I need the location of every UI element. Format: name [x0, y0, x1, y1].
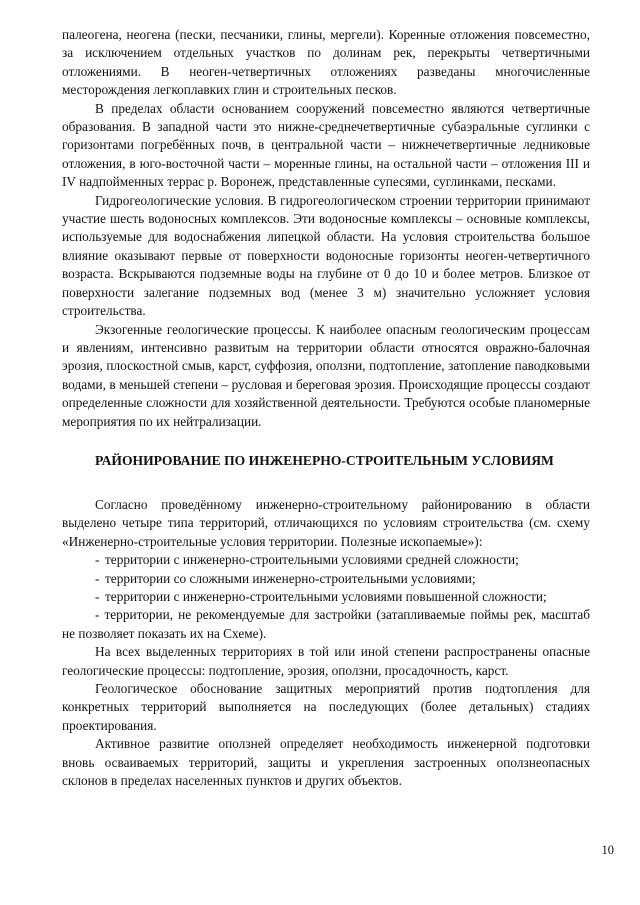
paragraph-landslides: Активное развитие оползней определяет необходимость инженерной подготовки вновь осваиваемых территорий, защиты и укрепления застроенных оползнеопасных склонов в пределах населенных пунктов и других объектов. — [62, 736, 590, 789]
list-item — [62, 588, 590, 606]
territory-types-list — [62, 551, 590, 606]
paragraph-hydrogeology: Гидрогеологические условия. В гидрогеологическом строении территории принимают участие шесть водоносных комплексов. Эти водоносные комплексы – основные комплексы, используемые для водоснабжения липецкой области. На условия строительства большое влияние оказывают первые от поверхности водоносные горизонты неоген-четвертичного возраста. Вскрываются подземные воды на глубине от 0 до 10 и более метров. Близкое от поверхности залегание подземных вод (менее 3 м) значительно усложняет условия строительства. — [62, 192, 590, 319]
section-heading: РАЙОНИРОВАНИЕ ПО ИНЖЕНЕРНО-СТРОИТЕЛЬНЫМ УСЛОВИЯМ — [95, 452, 554, 468]
paragraph-foundations: В пределах области основанием сооружений повсеместно являются четвертичные образования. В западной части это нижне-среднечетвертичные субаэральные суглинки с горизонтами погребённых почв, в центральной части – нижнечетвертичные ледниковые отложения, в юго-восточной части – моренные глины, на остальной части – отложения III и IV надпойменных террас р. Воронеж, представленные супесями, суглинками, песками. — [62, 100, 590, 190]
list-item-text: территории со сложными инженерно-строительными условиями; — [105, 570, 476, 586]
list-dash: - — [95, 552, 100, 568]
list-dash: - — [95, 588, 100, 604]
paragraph-geology-deposits: палеогена, неогена (пески, песчаники, глины, мергели). Коренные отложения повсеместно, за исключением отдельных участков по долинам рек, перекрыты четвертичными отложениями. В неоген-четвертичных отложениях разведаны многочисленные месторождения легкоплавких глин и строительных песков. — [62, 27, 590, 98]
list-item-text: территории с инженерно-строительными условиями средней сложности; — [105, 552, 519, 568]
list-dash: - — [95, 570, 100, 586]
paragraph-hazards: На всех выделенных территориях в той или иной степени распространены опасные геологические процессы: подтопление, эрозия, оползни, просадочность, карст. — [62, 644, 590, 678]
list-item — [62, 570, 590, 588]
list-item-text: территории с инженерно-строительными условиями повышенной сложности; — [105, 588, 547, 604]
paragraph-zoning-intro: Согласно проведённому инженерно-строительному районированию в области выделено четыре типа территорий, отличающихся по условиям строительства (см. схему «Инженерно-строительные условия территории. Полезные ископаемые»): — [62, 496, 590, 549]
list-item — [62, 551, 590, 569]
page-number: 10 — [601, 843, 614, 857]
paragraph-exogenous-processes: Экзогенные геологические процессы. К наиболее опасным геологическим процессам и явлениям, интенсивно развитым на территории области относятся овражно-балочная эрозия, плоскостной смыв, карст, суффозия, оползни, подтопление, затопление паводковыми водами, в меньшей степени – русловая и береговая эрозия. Происходящие процессы создают определенные сложности для хозяйственной деятельности. Требуются особые планомерные мероприятия по их нейтрализации. — [62, 321, 590, 429]
list-item-last: - территории, не рекомендуемые для застройки (затапливаемые поймы рек, масштаб не позволяет показать их на Схеме). — [62, 607, 590, 641]
paragraph-flood-protection: Геологическое обоснование защитных мероприятий против подтопления для конкретных территорий выполняется на последующих (более детальных) стадиях проектирования. — [62, 681, 590, 733]
